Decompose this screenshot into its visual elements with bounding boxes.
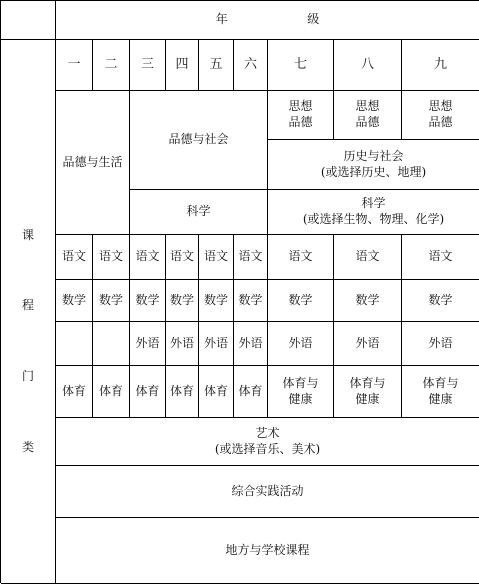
pe-cell: 体育 — [93, 366, 130, 418]
pe-cell: 体育 — [166, 366, 199, 418]
math-cell: 数学 — [166, 280, 199, 322]
chinese-cell: 语文 — [130, 235, 166, 280]
pe-cell: 体育 — [130, 366, 166, 418]
arts-cell: 艺术 (或选择音乐、美术) — [56, 418, 479, 466]
chinese-cell: 语文 — [268, 235, 334, 280]
local-curriculum-cell: 地方与学校课程 — [56, 518, 479, 584]
side-char: 程 — [21, 298, 34, 313]
science-upper-cell: 科学 (或选择生物、物理、化学) — [268, 190, 479, 235]
foreign-cell: 外语 — [268, 322, 334, 366]
ideology-cell-7: 思想 品德 — [268, 91, 334, 140]
chinese-cell: 语文 — [166, 235, 199, 280]
pe-cell: 体育 — [234, 366, 268, 418]
chinese-cell: 语文 — [334, 235, 402, 280]
grade-6: 六 — [234, 40, 268, 91]
foreign-cell: 外语 — [130, 322, 166, 366]
foreign-cell: 外语 — [199, 322, 234, 366]
math-cell: 数学 — [334, 280, 402, 322]
grade-1: 一 — [56, 40, 93, 91]
pe-cell: 体育 — [199, 366, 234, 418]
grade-8: 八 — [334, 40, 402, 91]
math-cell: 数学 — [402, 280, 479, 322]
chinese-cell: 语文 — [56, 235, 93, 280]
pe-health-cell: 体育与 健康 — [268, 366, 334, 418]
math-cell: 数学 — [268, 280, 334, 322]
grade-2: 二 — [93, 40, 130, 91]
grade-9: 九 — [402, 40, 479, 91]
grade-3: 三 — [130, 40, 166, 91]
foreign-cell: 外语 — [334, 322, 402, 366]
foreign-cell: 外语 — [402, 322, 479, 366]
grade-7: 七 — [268, 40, 334, 91]
grade-5: 五 — [199, 40, 234, 91]
chinese-cell: 语文 — [402, 235, 479, 280]
side-char: 门 — [21, 369, 34, 384]
math-cell: 数学 — [199, 280, 234, 322]
math-cell: 数学 — [56, 280, 93, 322]
math-cell: 数学 — [234, 280, 268, 322]
side-char: 类 — [21, 439, 34, 454]
grade-header-left: 年 — [215, 12, 228, 27]
ethics-life-cell: 品德与生活 — [56, 91, 130, 235]
chinese-cell: 语文 — [234, 235, 268, 280]
ideology-cell-8: 思想 品德 — [334, 91, 402, 140]
foreign-cell: 外语 — [166, 322, 199, 366]
side-char: 课 — [21, 227, 34, 242]
pe-health-cell: 体育与 健康 — [402, 366, 479, 418]
grade-4: 四 — [166, 40, 199, 91]
foreign-cell: 外语 — [234, 322, 268, 366]
pe-cell: 体育 — [56, 366, 93, 418]
math-cell: 数学 — [93, 280, 130, 322]
corner-cell — [1, 1, 56, 40]
course-category-label — [1, 40, 56, 584]
science-cell: 科学 — [130, 190, 268, 235]
pe-health-cell: 体育与 健康 — [334, 366, 402, 418]
practice-cell: 综合实践活动 — [56, 466, 479, 518]
ideology-cell-9: 思想 品德 — [402, 91, 479, 140]
empty-cell — [56, 322, 93, 366]
empty-cell — [93, 322, 130, 366]
history-society-cell: 历史与社会 (或选择历史、地理) — [268, 140, 479, 190]
grade-header-right: 级 — [307, 12, 320, 27]
grade-header — [56, 1, 479, 40]
math-cell: 数学 — [130, 280, 166, 322]
ethics-society-cell: 品德与社会 — [130, 91, 268, 190]
chinese-cell: 语文 — [93, 235, 130, 280]
chinese-cell: 语文 — [199, 235, 234, 280]
